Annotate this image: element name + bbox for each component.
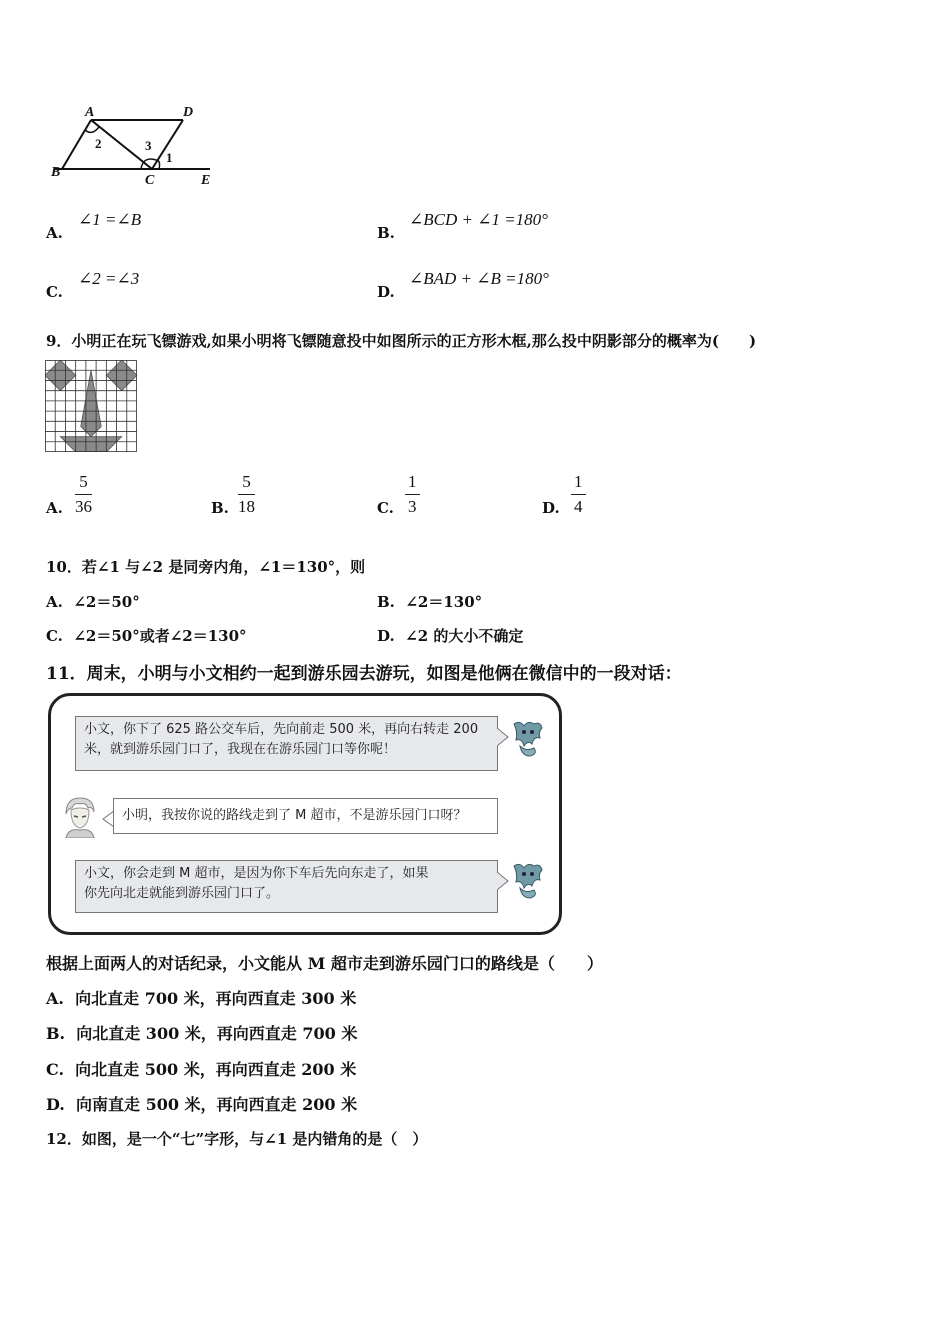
q8-option-c-text: ∠2 =∠3 — [78, 269, 140, 288]
q9-option-d-numerator: 1 — [571, 472, 586, 495]
q9-option-b-fraction — [238, 472, 255, 517]
q11-option-c-letter: C. — [46, 1060, 65, 1079]
side-ab — [62, 120, 91, 169]
label-b: B — [51, 165, 61, 180]
q9-option-c-denominator: 3 — [408, 497, 417, 516]
q9-option-d-fraction — [571, 472, 586, 517]
q10-question: 10．若∠1 与∠2 是同旁内角，∠1＝130°，则 — [46, 558, 366, 576]
q11-option-a — [46, 986, 356, 1009]
q11-question: 11．周末，小明与小文相约一起到游乐园去游玩，如图是他俩在微信中的一段对话： — [46, 664, 682, 684]
q8-option-b-letter: B. — [377, 224, 395, 242]
q9-option-c-numerator: 1 — [405, 472, 420, 495]
q8-option-d-letter: D. — [377, 283, 395, 301]
wechat-dialog-frame — [48, 693, 562, 935]
chat-bubble-3 — [75, 860, 498, 913]
q9-option-a-denominator: 36 — [75, 497, 92, 516]
q10-option-c-text: ∠2＝50°或者∠2＝130° — [73, 627, 247, 645]
chat-bubble-3-line1: 小文，你会走到 M 超市，是因为你下车后先向东走了，如果 — [84, 866, 429, 881]
parallelogram-figure — [45, 100, 225, 195]
q10-option-a — [46, 591, 140, 612]
q11-option-d — [46, 1092, 357, 1115]
q11-option-c — [46, 1057, 356, 1080]
angle-label-1: 1 — [166, 150, 173, 165]
q11-option-c-text: 向北直走 500 米，再向西直走 200 米 — [75, 1060, 357, 1079]
label-c: C — [145, 173, 155, 188]
q10-option-c-letter: C. — [46, 627, 63, 645]
chat-bubble-3-line2: 你先向北走就能到游乐园门口了。 — [84, 886, 280, 901]
shade-top-left-diamond — [45, 360, 76, 391]
shade-top-right-diamond — [106, 360, 137, 391]
q10-option-b-letter: B. — [377, 593, 395, 611]
q11-option-a-text: 向北直走 700 米，再向西直走 300 米 — [75, 989, 357, 1008]
q10-option-d — [377, 625, 523, 646]
angle-label-2: 2 — [95, 136, 102, 151]
dartboard-grid-figure — [45, 360, 137, 452]
bubble-1-tail — [497, 728, 509, 746]
q9-option-d-letter: D. — [542, 499, 560, 517]
q11-option-b — [46, 1021, 357, 1044]
label-a: A — [85, 105, 95, 120]
q11-option-a-letter: A. — [46, 989, 64, 1008]
q11-option-d-text: 向南直走 500 米，再向西直走 200 米 — [76, 1095, 358, 1114]
q11-option-d-letter: D. — [46, 1095, 65, 1114]
q8-option-b-text: ∠BCD + ∠1 =180° — [409, 210, 548, 229]
q9-option-b-numerator: 5 — [238, 472, 255, 495]
q11-option-b-letter: B. — [46, 1024, 66, 1043]
q9-option-a-fraction — [75, 472, 92, 517]
q10-option-a-text: ∠2＝50° — [73, 593, 140, 611]
q9-option-c-fraction — [405, 472, 420, 517]
label-e: E — [201, 173, 211, 188]
q8-option-a-letter: A. — [46, 224, 63, 242]
avatar-xiaowen-icon — [62, 796, 98, 838]
q9-question: 9．小明正在玩飞镖游戏,如果小明将飞镖随意投中如图所示的正方形木框,那么投中阴影部分的概率为( ) — [46, 332, 757, 350]
avatar-xiaoming-icon-2 — [510, 860, 546, 900]
bubble-3-tail — [497, 872, 509, 890]
q9-option-b-denominator: 18 — [238, 497, 255, 516]
angle-label-3: 3 — [145, 138, 152, 153]
chat-bubble-1-line2: 米，就到游乐园门口了，我现在在游乐园门口等你呢！ — [84, 742, 397, 757]
q12-question: 12．如图，是一个“七”字形，与∠1 是内错角的是（ ） — [46, 1130, 428, 1148]
q9-option-b-letter: B. — [211, 499, 229, 517]
shade-bottom-trapezoid — [60, 437, 121, 452]
q10-option-c — [46, 625, 247, 646]
q8-option-c-letter: C. — [46, 283, 63, 301]
q10-option-a-letter: A. — [46, 593, 63, 611]
q10-option-d-letter: D. — [377, 627, 395, 645]
q10-option-d-text: ∠2 的大小不确定 — [405, 627, 524, 645]
chat-bubble-1 — [75, 716, 498, 771]
q9-option-a-letter: A. — [46, 499, 63, 517]
q8-option-a-text: ∠1 =∠B — [78, 210, 142, 229]
q10-option-b — [377, 591, 482, 612]
q9-option-c-letter: C. — [377, 499, 394, 517]
q11-prompt: 根据上面两人的对话纪录，小文能从 M 超市走到游乐园门口的路线是（ ） — [46, 954, 603, 973]
q8-option-d-text: ∠BAD + ∠B =180° — [409, 269, 549, 288]
q11-option-b-text: 向北直走 300 米，再向西直走 700 米 — [76, 1024, 358, 1043]
q10-option-b-text: ∠2＝130° — [405, 593, 483, 611]
chat-bubble-2-line1: 小明，我按你说的路线走到了 M 超市，不是游乐园门口呀？ — [122, 808, 467, 823]
chat-bubble-2 — [113, 798, 498, 834]
avatar-xiaoming-icon — [510, 718, 546, 758]
q9-option-d-denominator: 4 — [574, 497, 583, 516]
q9-option-a-numerator: 5 — [75, 472, 92, 495]
chat-bubble-1-line1: 小文，你下了 625 路公交车后，先向前走 500 米，再向右转走 200 — [84, 722, 479, 737]
label-d: D — [183, 105, 194, 120]
